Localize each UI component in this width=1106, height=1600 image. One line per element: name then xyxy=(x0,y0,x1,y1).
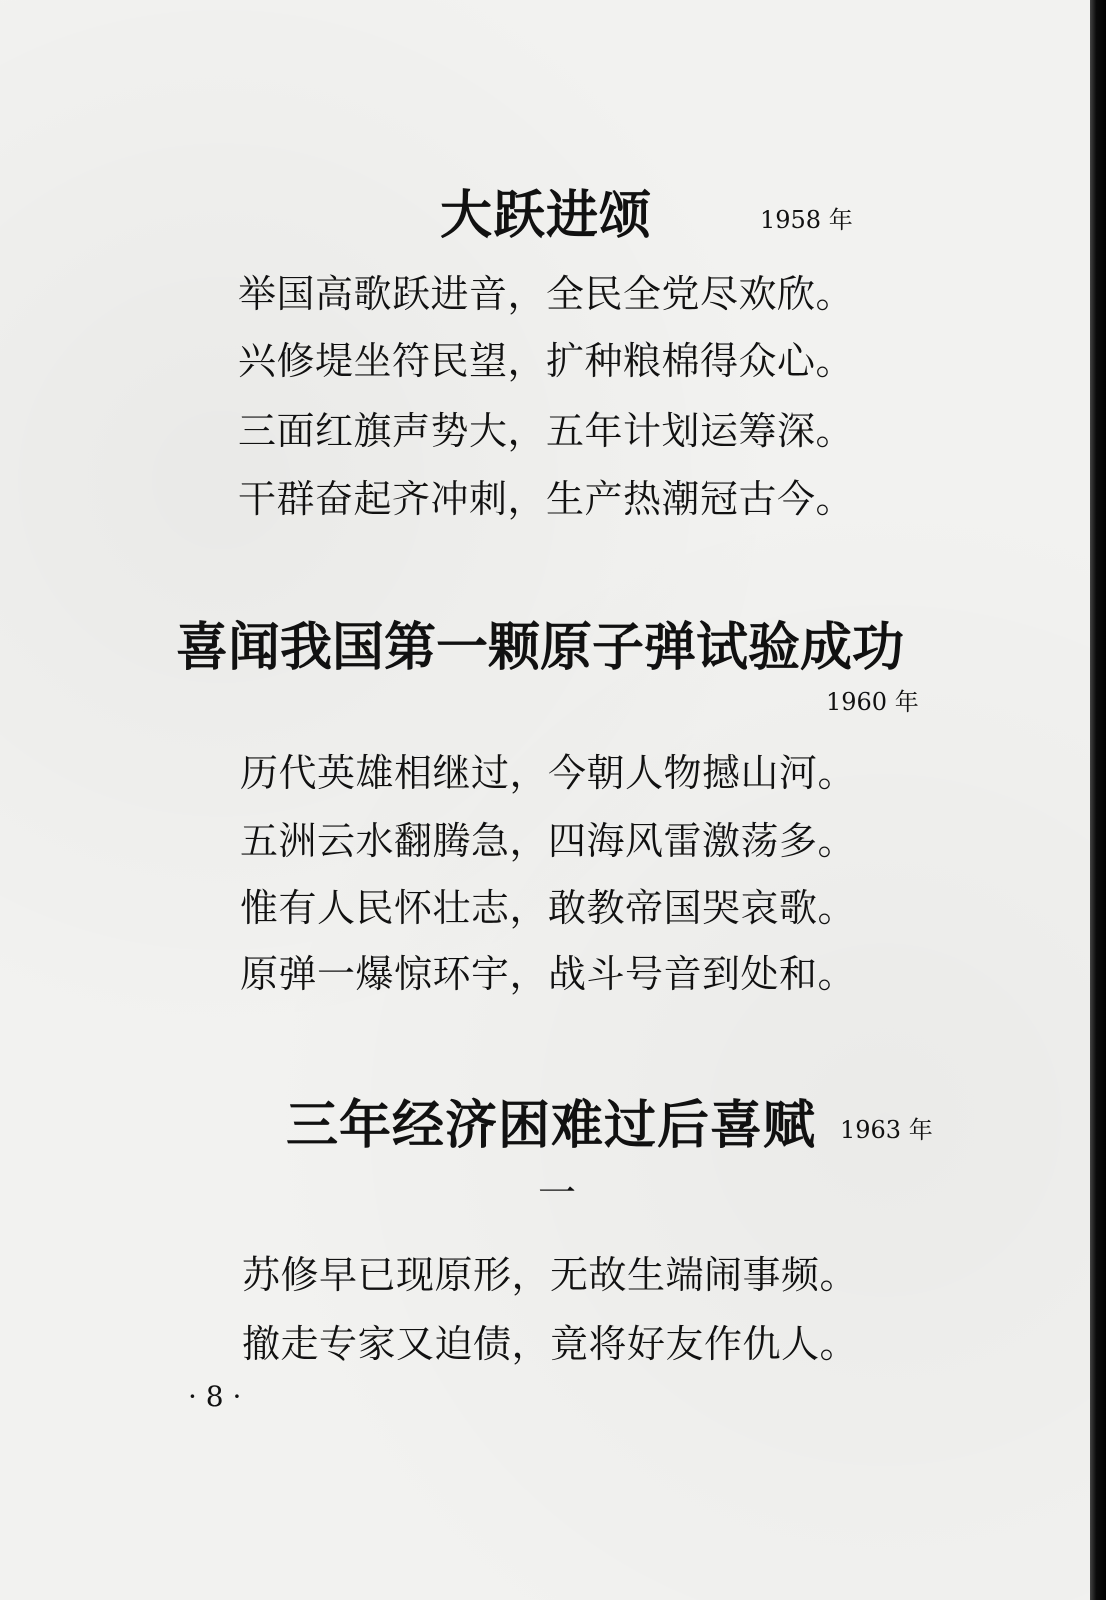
poem-2-line-4: 原弹一爆惊环宇，战斗号音到处和。 xyxy=(240,952,857,996)
poem-2-line-1: 历代英雄相继过，今朝人物撼山河。 xyxy=(240,751,857,795)
poem-2-line-2: 五洲云水翻腾急，四海风雷激荡多。 xyxy=(240,819,857,863)
poem-3-line-1: 苏修早已现原形，无故生端闹事频。 xyxy=(242,1253,859,1297)
poem-2-line-3: 惟有人民怀壮志，敢教帝国哭哀歌。 xyxy=(240,886,857,930)
poem-1-line-2: 兴修堤坐符民望，扩种粮棉得众心。 xyxy=(238,339,855,383)
poem-1-line-4: 干群奋起齐冲刺，生产热潮冠古今。 xyxy=(238,477,855,521)
poem-title-2: 喜闻我国第一颗原子弹试验成功 xyxy=(176,617,905,678)
poem-1-line-3: 三面红旗声势大，五年计划运筹深。 xyxy=(238,409,855,453)
poem-1-line-1: 举国高歌跃进音，全民全党尽欢欣。 xyxy=(238,272,855,316)
poem-date-3: 1963 年 xyxy=(840,1116,933,1144)
poem-date-2: 1960 年 xyxy=(826,688,919,716)
poem-3-section-number: 一 xyxy=(538,1171,577,1215)
poem-3-line-2: 撤走专家又迫债，竟将好友作仇人。 xyxy=(242,1322,859,1366)
page-edge-shadow xyxy=(1090,0,1106,1600)
page-number: · 8 · xyxy=(188,1380,242,1413)
poem-title-1: 大跃进颂 xyxy=(440,185,653,246)
poem-title-3: 三年经济困难过后喜赋 xyxy=(286,1095,817,1156)
poem-date-1: 1958 年 xyxy=(760,206,853,234)
